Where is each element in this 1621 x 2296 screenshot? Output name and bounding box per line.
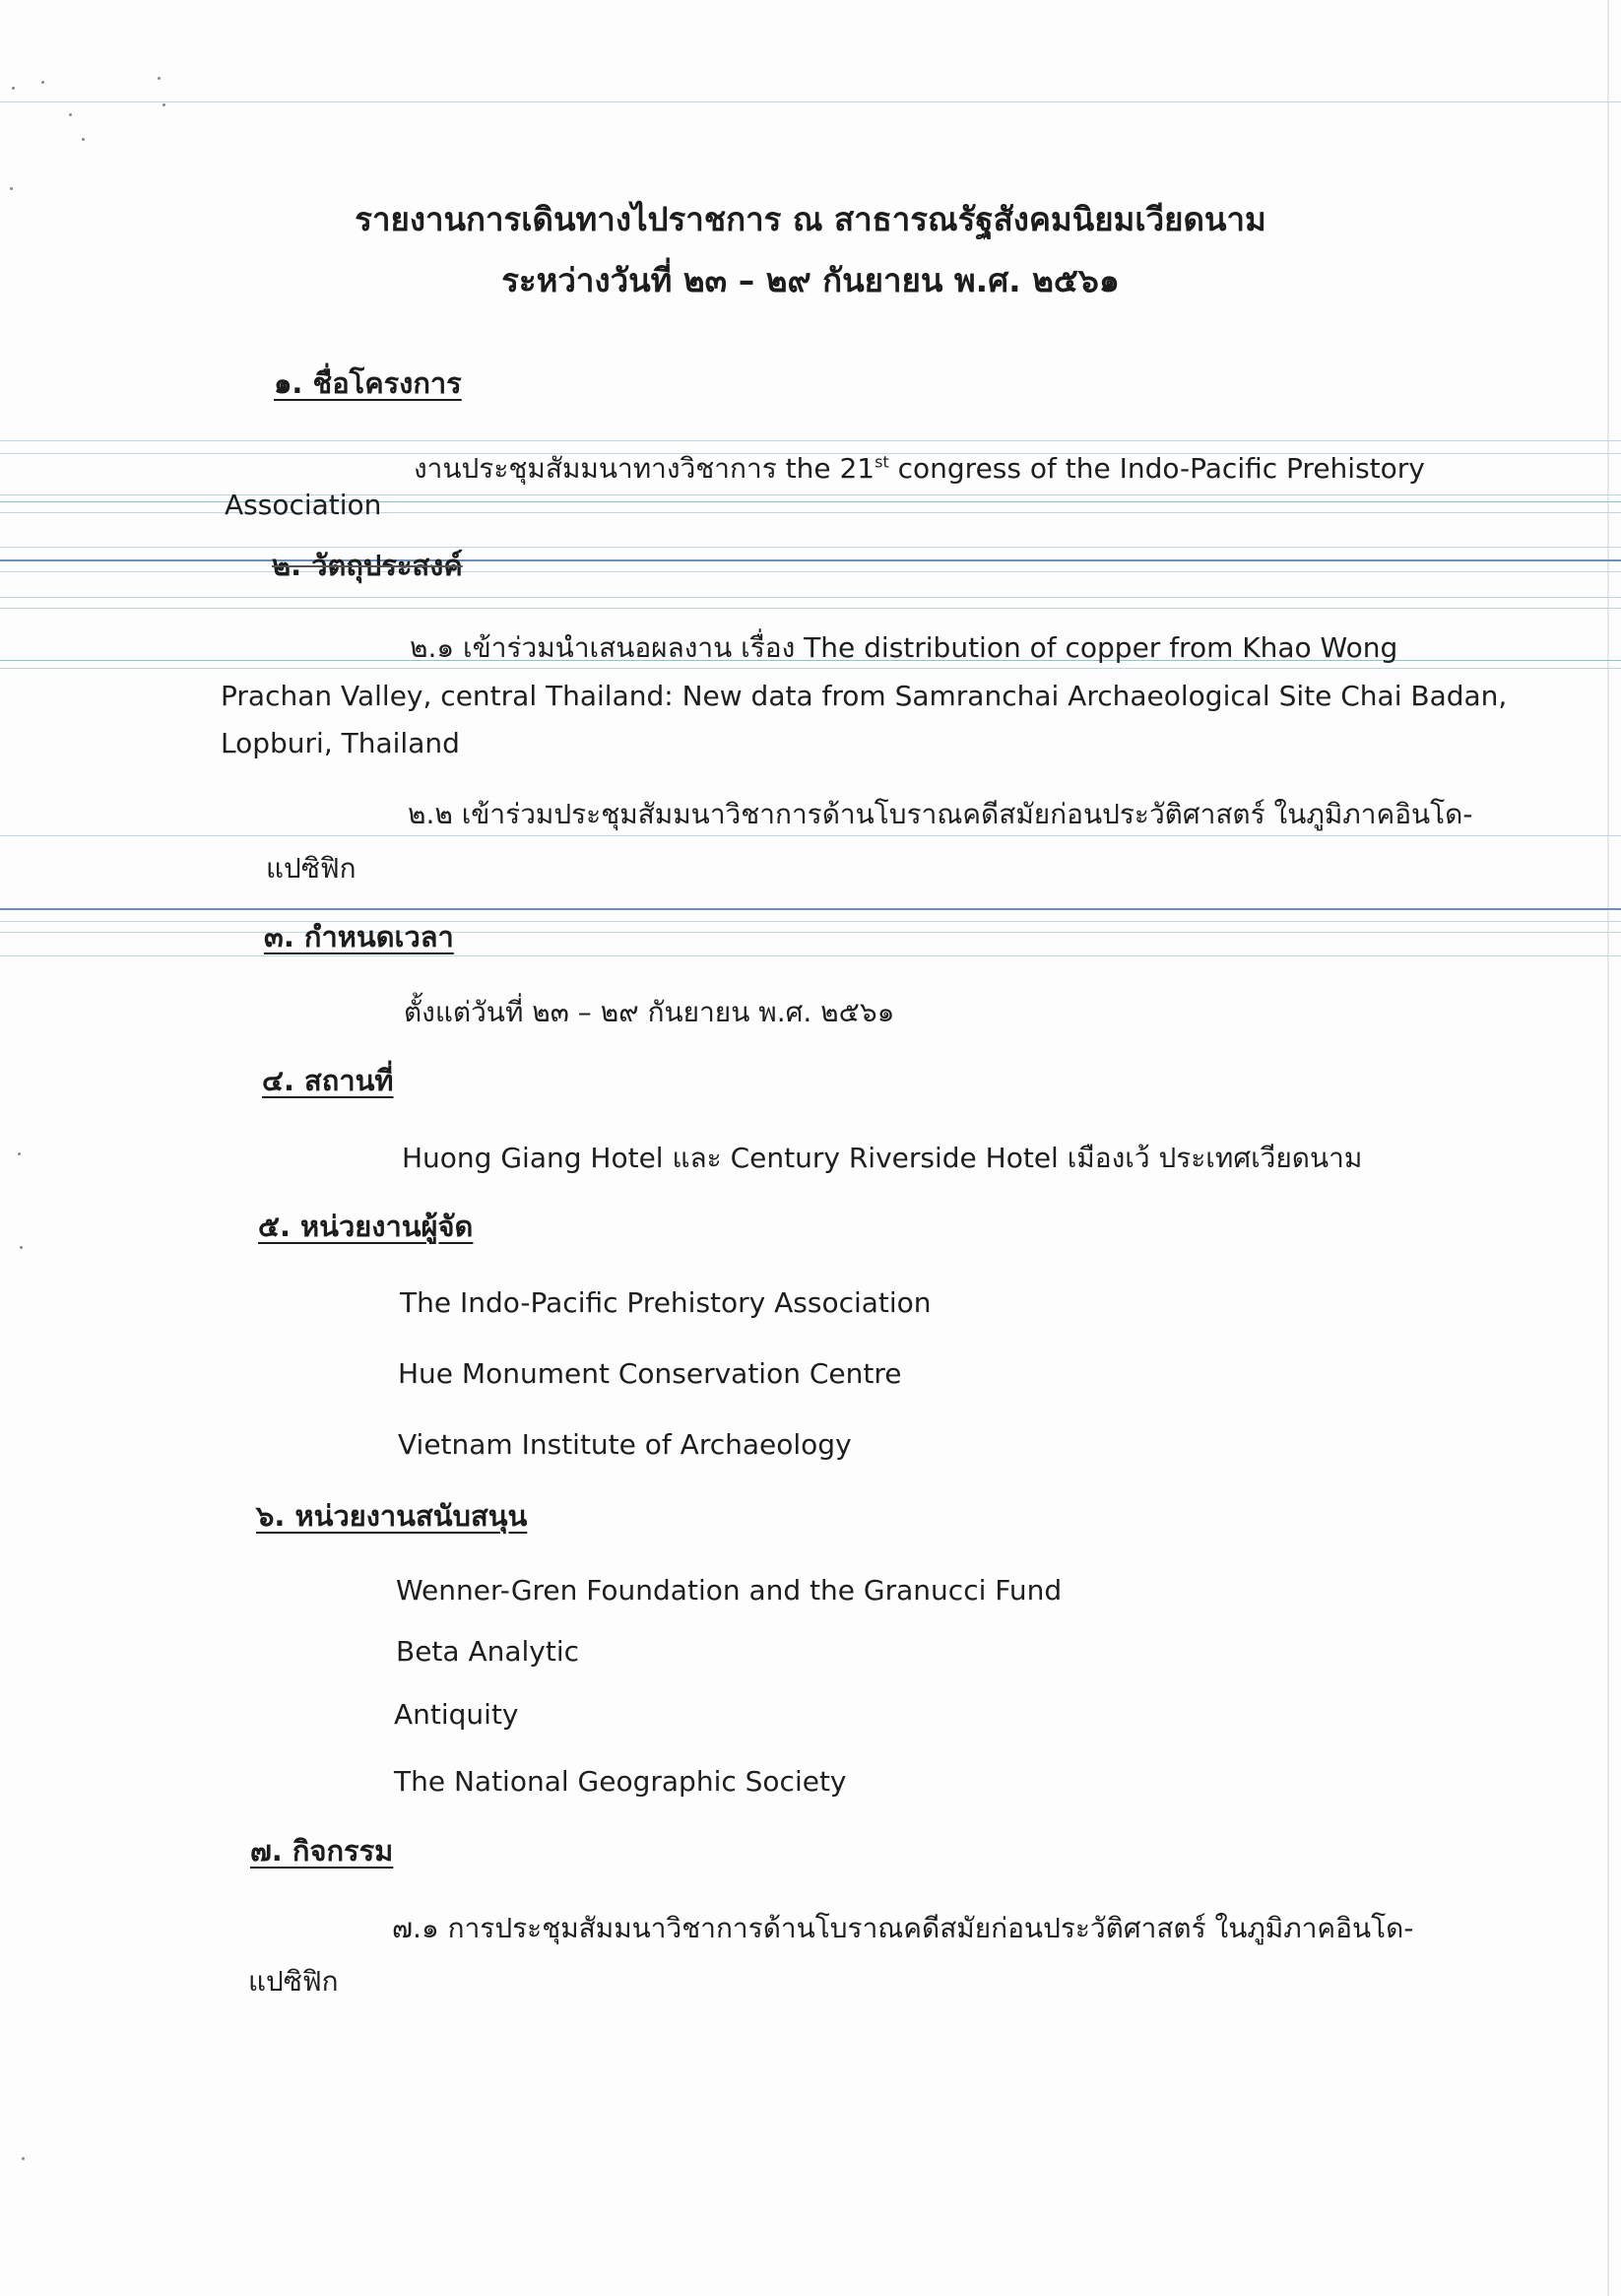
scan-speck [12, 87, 15, 90]
sponsor-item: Beta Analytic [396, 1635, 580, 1668]
document-title: รายงานการเดินทางไปราชการ ณ สาธารณรัฐสังคมนิยมเวียดนาม [355, 200, 1266, 238]
scan-speck [22, 2157, 25, 2160]
scan-line [0, 932, 1621, 933]
project-name-line-1 [414, 447, 1425, 491]
schedule-text: ตั้งแต่วันที่ ๒๓ – ๒๙ กันยายน พ.ศ. ๒๕๖๑ [404, 996, 895, 1028]
scan-line [0, 101, 1621, 102]
project-name-prefix: งานประชุมสัมมนาทางวิชาการ the 21 [414, 452, 875, 485]
scan-line [0, 955, 1621, 956]
scan-speck [82, 138, 85, 141]
organizer-item: The Indo-Pacific Prehistory Association [400, 1286, 932, 1319]
scan-speck [10, 187, 13, 190]
project-name-line-2: Association [225, 489, 382, 521]
section-heading-objectives: ๒. วัตถุประสงค์ [272, 549, 463, 582]
section-heading-schedule: ๓. กำหนดเวลา [264, 920, 454, 953]
scan-line [0, 559, 1621, 561]
scan-line [0, 597, 1621, 598]
scan-line [0, 908, 1621, 910]
scan-speck [20, 1246, 23, 1249]
activity-1-line-1: ๗.๑ การประชุมสัมมนาวิชาการด้านโบราณคดีสมัยก่อนประวัติศาสตร์ ในภูมิภาคอินโด- [392, 1912, 1414, 1944]
sponsor-item: Antiquity [394, 1698, 519, 1731]
scan-speck [18, 1152, 21, 1155]
scan-line [0, 921, 1621, 922]
sponsor-item: The National Geographic Society [394, 1765, 847, 1798]
scan-line [0, 571, 1621, 572]
scan-line [0, 608, 1621, 609]
section-heading-activities: ๗. กิจกรรม [250, 1834, 394, 1868]
activity-1-line-2: แปซิฟิก [248, 1965, 339, 1998]
scan-speck [41, 81, 44, 84]
objective-2-line-1: ๒.๒ เข้าร่วมประชุมสัมมนาวิชาการด้านโบราณคดีสมัยก่อนประวัติศาสตร์ ในภูมิภาคอินโด- [408, 798, 1473, 830]
objective-1-line-2: Prachan Valley, central Thailand: New data from Samranchai Archaeological Site Chai Badan, [221, 680, 1508, 712]
scan-speck [162, 103, 165, 106]
section-heading-sponsors: ๖. หน่วยงานสนับสนุน [256, 1499, 528, 1533]
project-name-suffix: congress of the Indo-Pacific Prehistory [888, 452, 1425, 485]
scan-line [0, 547, 1621, 548]
section-heading-venue: ๔. สถานที่ [262, 1064, 394, 1097]
objective-1-line-1: ๒.๑ เข้าร่วมนำเสนอผลงาน เรื่อง The distribution of copper from Khao Wong [410, 631, 1398, 664]
scan-speck [69, 113, 72, 116]
scan-edge-line [1607, 0, 1609, 2296]
section-heading-organizers: ๕. หน่วยงานผู้จัด [258, 1210, 474, 1243]
objective-1-line-3: Lopburi, Thailand [221, 727, 460, 759]
objective-2-line-2: แปซิฟิก [266, 852, 357, 885]
scan-speck [158, 77, 161, 80]
project-name-ordinal: st [875, 452, 889, 472]
scan-line [0, 440, 1621, 441]
organizer-item: Hue Monument Conservation Centre [398, 1357, 902, 1390]
sponsor-item: Wenner-Gren Foundation and the Granucci Fund [396, 1574, 1063, 1607]
section-heading-project: ๑. ชื่อโครงการ [274, 366, 462, 400]
document-subtitle-dates: ระหว่างวันที่ ๒๓ – ๒๙ กันยายน พ.ศ. ๒๕๖๑ [501, 261, 1120, 299]
organizer-item: Vietnam Institute of Archaeology [398, 1428, 852, 1461]
venue-text: Huong Giang Hotel และ Century Riverside Hotel เมืองเว้ ประเทศเวียดนาม [402, 1142, 1363, 1174]
